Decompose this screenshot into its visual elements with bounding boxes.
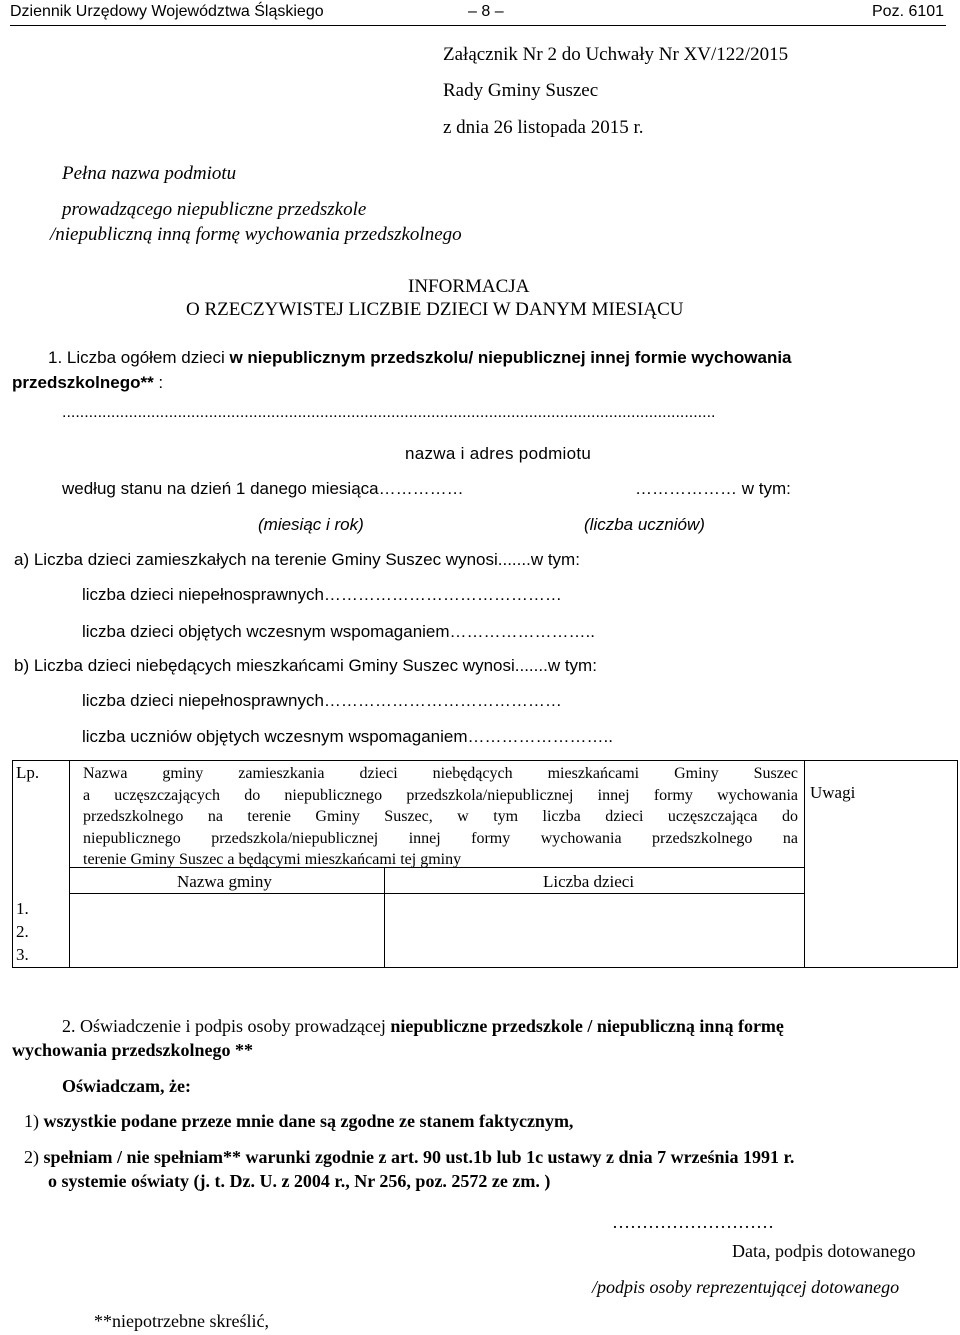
header-rule [10, 25, 946, 26]
signature-caption-representative: /podpis osoby reprezentującej dotowanego [592, 1277, 900, 1297]
section2-bold: niepubliczne przedszkole / niepubliczną inną formę [390, 1016, 784, 1036]
column-lp: Lp. [16, 763, 40, 782]
section2-plain: Oświadczenie i podpis osoby prowadzącej [80, 1016, 386, 1036]
section1-intro-plain: Liczba ogółem dzieci [66, 348, 225, 367]
position-number: Poz. 6101 [872, 3, 945, 20]
column-notes: Uwagi [810, 783, 856, 802]
municipality-table [12, 760, 958, 968]
subcolumn-municipality-name: Nazwa gminy [177, 872, 272, 891]
description-line: niepublicznego przedszkola/niepublicznej innej formy wychowania przedszkolnego na [83, 829, 798, 847]
description-line: terenie Gminy Suszec a będącymi mieszkańcami tej gminy [83, 851, 462, 868]
document-title: INFORMACJA [408, 276, 530, 297]
student-count-field[interactable]: ……………… w tym: [635, 479, 791, 498]
declaration-item-1-text: wszystkie podane przeze mnie dane są zgodne ze stanem faktycznym, [43, 1111, 574, 1131]
column-description [83, 763, 798, 871]
declaration-intro: Oświadczam, że: [62, 1076, 191, 1096]
table-row-number: 3. [16, 945, 29, 964]
document-subtitle: O RZECZYWISTEJ LICZBIE DZIECI W DANYM MIESIĄCU [186, 299, 684, 320]
journal-title: Dziennik Urzędowy Województwa Śląskiego [10, 3, 324, 20]
footnote: **niepotrzebne skreślić, [94, 1311, 269, 1331]
declaration-item-1-number: 1) [24, 1111, 39, 1131]
section2-heading [62, 1016, 784, 1037]
month-caption: (miesiąc i rok) [258, 515, 364, 534]
annex-line-1: Załącznik Nr 2 do Uchwały Nr XV/122/2015 [443, 44, 789, 65]
declaration-item-2-number: 2) [24, 1147, 39, 1167]
annex-line-2: Rady Gminy Suszec [443, 80, 599, 101]
entity-line-2: prowadzącego niepubliczne przedszkole [62, 199, 367, 220]
section2-heading-cont: wychowania przedszkolnego ** [12, 1040, 254, 1060]
table-row-number: 1. [16, 899, 29, 918]
description-line: przedszkolnego na terenie Gminy Suszec, w tym liczba dzieci uczęszczająca do [83, 808, 798, 825]
residents-disabled-field[interactable]: liczba dzieci niepełnosprawnych…………………………………… [82, 585, 562, 604]
declaration-item-2-cont: o systemie oświaty (j. t. Dz. U. z 2004 r., Nr 256, poz. 2572 ze zm. ) [48, 1171, 551, 1191]
table-divider-lp [69, 761, 70, 967]
nonresidents-early-support-field[interactable]: liczba uczniów objętych wczesnym wspomaganiem…………………….. [82, 727, 613, 746]
annex-line-3: z dnia 26 listopada 2015 r. [443, 117, 644, 138]
residents-early-support-field[interactable]: liczba dzieci objętych wczesnym wspomaganiem…………………….. [82, 622, 595, 641]
table-divider-notes [804, 761, 805, 967]
declaration-item-2-text: spełniam / nie spełniam** warunki zgodnie z art. 90 ust.1b lub 1c ustawy z dnia 7 września 1991 r. [43, 1147, 795, 1167]
section1-colon: : [153, 373, 164, 392]
section1-heading [48, 348, 792, 368]
declaration-item-1 [24, 1111, 573, 1132]
table-row-number: 2. [16, 922, 29, 941]
count-caption: (liczba uczniów) [584, 515, 705, 534]
table-divider-sub [384, 867, 385, 967]
nonresidents-line: b) Liczba dzieci niebędących mieszkańcami Gminy Suszec wynosi.......w tym: [14, 656, 597, 675]
entity-line-3: /niepubliczną inną formę wychowania przedszkolnego [50, 224, 462, 245]
section2-number: 2. [62, 1016, 76, 1036]
description-line: a uczęszczających do niepublicznego przedszkola/niepublicznej innej formy wychowania [83, 786, 798, 804]
declaration-item-2 [24, 1147, 794, 1168]
signature-caption: Data, podpis dotowanego [732, 1241, 916, 1261]
table-subheader-rule-bottom [69, 893, 804, 894]
state-date-field[interactable]: według stanu na dzień 1 danego miesiąca…………… [62, 479, 464, 498]
signature-field[interactable]: ……………………… [612, 1212, 774, 1232]
section1-number: 1. [48, 348, 63, 367]
entity-line-1: Pełna nazwa podmiotu [62, 163, 237, 184]
section1-intro-bold2: przedszkolnego** [12, 373, 154, 392]
entity-address-field[interactable]: ................................................................................................................................................... [62, 404, 716, 421]
subcolumn-child-count: Liczba dzieci [543, 872, 635, 891]
page-number: – 8 – [468, 3, 504, 20]
section1-heading-cont [12, 373, 163, 393]
section1-intro-bold: w niepublicznym przedszkolu/ niepublicznej innej formie wychowania [229, 348, 792, 367]
description-line: Nazwa gminy zamieszkania dzieci niebędących mieszkańcami Gminy Suszec [83, 765, 798, 782]
nonresidents-disabled-field[interactable]: liczba dzieci niepełnosprawnych…………………………………… [82, 691, 562, 710]
residents-line: a) Liczba dzieci zamieszkałych na terenie Gminy Suszec wynosi.......w tym: [14, 550, 580, 569]
entity-address-caption: nazwa i adres podmiotu [405, 444, 592, 463]
